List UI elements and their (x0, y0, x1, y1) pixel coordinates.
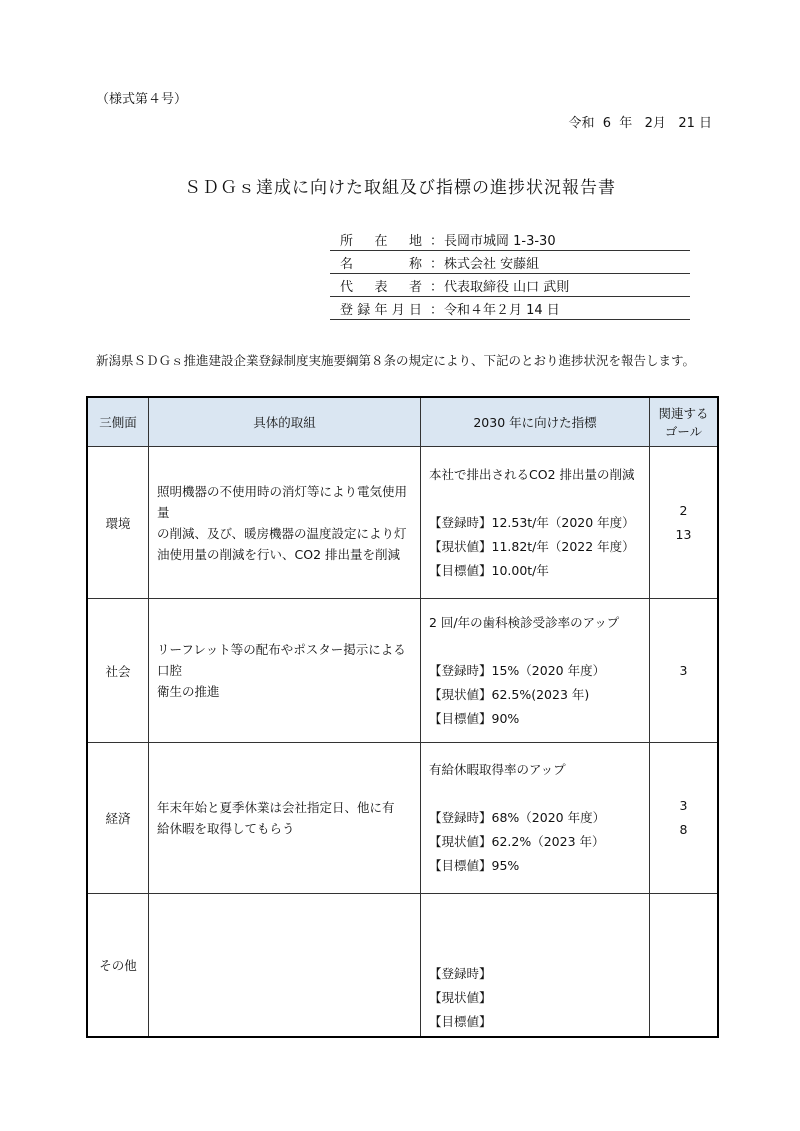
registered-value: 【登録時】68%（2020 年度） (429, 810, 606, 825)
action-line: 年末年始と夏季休業は会社指定日、他に有 (157, 800, 395, 815)
table-header-row (87, 397, 718, 447)
action-line: 油使用量の削減を行い、CO2 排出量を削減 (157, 546, 400, 562)
goal-number: 2 (679, 502, 688, 518)
table-row (87, 743, 718, 894)
representative-value: 代表取締役 山口 武則 (444, 279, 570, 295)
goals-cell (650, 599, 719, 743)
registered-value: 【登録時】12.53t/年（2020 年度） (429, 514, 635, 530)
header-goals (650, 397, 719, 447)
company-name-row (330, 251, 690, 274)
registered-value: 【登録時】15%（2020 年度） (429, 662, 606, 678)
goal-number: 13 (675, 526, 692, 542)
colon: ： (430, 256, 444, 272)
representative-label: 代表者 (340, 279, 422, 295)
spacer (429, 487, 641, 511)
company-address-row (330, 228, 690, 251)
registration-date-value: 令和４年２月 14 日 (444, 302, 560, 318)
company-name-label: 名称 (340, 256, 422, 272)
goal-number: 3 (679, 798, 688, 813)
indicator-cell (421, 743, 650, 894)
indicator-title: 本社で排出されるCO2 排出量の削減 (429, 466, 635, 482)
header-aspect: 三側面 (87, 397, 149, 447)
action-line: 給休暇を取得してもらう (157, 821, 295, 836)
representative-row (330, 274, 690, 297)
action-cell (149, 743, 421, 894)
colon: ： (430, 233, 444, 249)
goals-cell (650, 447, 719, 599)
registration-date-row (330, 297, 690, 320)
goal-number: 3 (679, 662, 688, 678)
company-name-value: 株式会社 安藤組 (444, 256, 540, 272)
action-line: 衛生の推進 (157, 684, 220, 699)
indicator-cell (421, 894, 650, 1038)
target-value: 【目標値】 (429, 1014, 492, 1029)
registration-date-label: 登録年月日 (340, 302, 422, 318)
aspect-cell: 社会 (87, 599, 149, 743)
header-goals-line1: 関連する (658, 406, 709, 421)
goal-number: 8 (679, 822, 688, 837)
progress-table (86, 396, 719, 1038)
form-number: （様式第４号） (96, 92, 188, 107)
report-date: 令和 6 年 2月 21 日 (568, 116, 712, 131)
indicator-cell (421, 447, 650, 599)
company-address-value: 長岡市城岡 1-3-30 (444, 233, 556, 249)
current-value: 【現状値】 (429, 990, 492, 1005)
current-value: 【現状値】62.2%（2023 年） (429, 834, 605, 849)
company-info (330, 228, 690, 320)
aspect-cell: その他 (87, 894, 149, 1038)
goals-cell (650, 743, 719, 894)
target-value: 【目標値】95% (429, 858, 520, 873)
colon: ： (430, 279, 444, 295)
table-row (87, 447, 718, 599)
goals-cell (650, 894, 719, 1038)
colon: ： (430, 302, 444, 318)
action-line: リーフレット等の配布やポスター掲示による口腔 (157, 642, 406, 678)
action-line: の削減、及び、暖房機器の温度設定により灯 (157, 525, 407, 541)
current-value: 【現状値】11.82t/年（2022 年度） (429, 538, 635, 554)
table-row (87, 894, 718, 1038)
header-indicator: 2030 年に向けた指標 (421, 397, 650, 447)
indicator-cell (421, 599, 650, 743)
action-cell (149, 599, 421, 743)
action-cell (149, 447, 421, 599)
spacer (429, 635, 641, 659)
aspect-cell: 環境 (87, 447, 149, 599)
current-value: 【現状値】62.5%(2023 年) (429, 686, 590, 702)
target-value: 【目標値】90% (429, 710, 520, 726)
registered-value: 【登録時】 (429, 966, 492, 981)
action-cell (149, 894, 421, 1038)
aspect-cell: 経済 (87, 743, 149, 894)
action-line: 照明機器の不使用時の消灯等により電気使用量 (157, 483, 408, 520)
target-value: 【目標値】10.00t/年 (429, 562, 549, 578)
document-title: ＳＤＧｓ達成に向けた取組及び指標の進捗状況報告書 (184, 178, 616, 198)
company-address-label: 所在地 (340, 233, 422, 249)
spacer (429, 782, 641, 806)
header-goals-line2: ゴール (664, 424, 703, 439)
indicator-title: 有給休暇取得率のアップ (429, 762, 566, 777)
table-row (87, 599, 718, 743)
indicator-title: 2 回/年の歯科検診受診率のアップ (429, 614, 620, 630)
report-statement: 新潟県ＳＤＧｓ推進建設企業登録制度実施要綱第８条の規定により、下記のとおり進捗状況を報告します。 (96, 353, 696, 368)
header-action: 具体的取組 (149, 397, 421, 447)
